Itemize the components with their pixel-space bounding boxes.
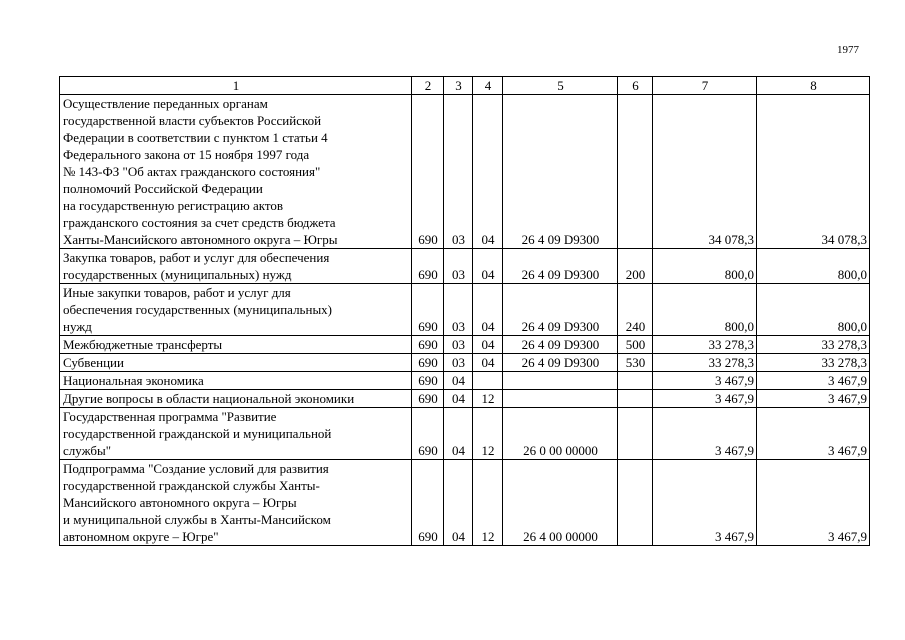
- cell-c5: 26 4 00 00000: [503, 460, 618, 546]
- row-name-line: Ханты-Мансийского автономного округа – Югры: [63, 232, 338, 247]
- cell-c4: 12: [473, 460, 503, 546]
- table-row: [60, 336, 870, 354]
- cell-c5: 26 4 09 D9300: [503, 95, 618, 249]
- cell-c8: 33 278,3: [757, 336, 870, 354]
- cell-c8: 33 278,3: [757, 354, 870, 372]
- cell-c8: 34 078,3: [757, 95, 870, 249]
- cell-c4: 04: [473, 354, 503, 372]
- cell-c4: 04: [473, 249, 503, 284]
- row-name-line: Федерации в соответствии с пунктом 1 статьи 4: [63, 130, 328, 145]
- column-header: 5: [503, 77, 618, 95]
- cell-c7: 3 467,9: [653, 372, 757, 390]
- cell-c3: 04: [444, 460, 473, 546]
- column-header: 1: [60, 77, 412, 95]
- column-header: 3: [444, 77, 473, 95]
- cell-c4: 12: [473, 390, 503, 408]
- row-name-cell: [60, 460, 412, 546]
- cell-c5: 26 4 09 D9300: [503, 336, 618, 354]
- row-name-line: Межбюджетные трансферты: [63, 337, 223, 352]
- row-name-cell: [60, 95, 412, 249]
- cell-c6: [618, 390, 653, 408]
- row-name-line: Закупка товаров, работ и услуг для обеспечения: [63, 250, 330, 265]
- cell-c4: [473, 372, 503, 390]
- cell-c2: 690: [412, 354, 444, 372]
- row-name-line: Национальная экономика: [63, 373, 204, 388]
- cell-c5: [503, 372, 618, 390]
- cell-c3: 04: [444, 372, 473, 390]
- row-name-line: Подпрограмма "Создание условий для развития: [63, 461, 329, 476]
- column-header: 7: [653, 77, 757, 95]
- row-name-cell: [60, 284, 412, 336]
- cell-c6: [618, 408, 653, 460]
- table-body: [60, 95, 870, 546]
- row-name-line: Субвенции: [63, 355, 124, 370]
- row-name-line: Осуществление переданных органам: [63, 96, 268, 111]
- row-name-line: полномочий Российской Федерации: [63, 181, 263, 196]
- cell-c7: 33 278,3: [653, 336, 757, 354]
- row-name-cell: [60, 372, 412, 390]
- cell-c7: 33 278,3: [653, 354, 757, 372]
- column-header: 2: [412, 77, 444, 95]
- cell-c6: 530: [618, 354, 653, 372]
- row-name-cell: [60, 408, 412, 460]
- cell-c7: 800,0: [653, 284, 757, 336]
- row-name-line: Другие вопросы в области национальной экономики: [63, 391, 355, 406]
- page-number: 1977: [837, 44, 859, 56]
- cell-c4: 04: [473, 284, 503, 336]
- cell-c7: 3 467,9: [653, 460, 757, 546]
- cell-c7: 800,0: [653, 249, 757, 284]
- cell-c5: [503, 390, 618, 408]
- cell-c5: 26 4 09 D9300: [503, 249, 618, 284]
- cell-c8: 3 467,9: [757, 460, 870, 546]
- cell-c3: 03: [444, 336, 473, 354]
- table-row: [60, 354, 870, 372]
- table-row: [60, 390, 870, 408]
- header-row: [60, 77, 870, 95]
- cell-c2: 690: [412, 336, 444, 354]
- cell-c3: 04: [444, 408, 473, 460]
- row-name-line: Иные закупки товаров, работ и услуг для: [63, 285, 291, 300]
- cell-c6: [618, 460, 653, 546]
- row-name-line: нужд: [63, 319, 92, 334]
- cell-c5: 26 4 09 D9300: [503, 284, 618, 336]
- cell-c2: 690: [412, 390, 444, 408]
- cell-c8: 800,0: [757, 284, 870, 336]
- row-name-line: Федерального закона от 15 ноября 1997 года: [63, 147, 310, 162]
- cell-c2: 690: [412, 372, 444, 390]
- cell-c5: 26 0 00 00000: [503, 408, 618, 460]
- row-name-line: Мансийского автономного округа – Югры: [63, 495, 297, 510]
- cell-c6: 500: [618, 336, 653, 354]
- cell-c2: 690: [412, 95, 444, 249]
- cell-c8: 3 467,9: [757, 372, 870, 390]
- row-name-cell: [60, 336, 412, 354]
- table-row: [60, 372, 870, 390]
- row-name-line: государственной власти субъектов Российской: [63, 113, 322, 128]
- row-name-cell: [60, 390, 412, 408]
- table-row: [60, 284, 870, 336]
- row-name-line: гражданского состояния за счет средств бюджета: [63, 215, 336, 230]
- cell-c5: 26 4 09 D9300: [503, 354, 618, 372]
- cell-c4: 04: [473, 95, 503, 249]
- row-name-line: государственных (муниципальных) нужд: [63, 267, 292, 282]
- cell-c4: 12: [473, 408, 503, 460]
- cell-c8: 3 467,9: [757, 390, 870, 408]
- budget-table: [59, 76, 870, 546]
- row-name-line: службы": [63, 443, 112, 458]
- cell-c6: 200: [618, 249, 653, 284]
- row-name-line: государственной гражданской и муниципальной: [63, 426, 332, 441]
- row-name-cell: [60, 354, 412, 372]
- table-row: [60, 460, 870, 546]
- cell-c3: 03: [444, 354, 473, 372]
- row-name-line: Государственная программа "Развитие: [63, 409, 277, 424]
- row-name-line: и муниципальной службы в Ханты-Мансийском: [63, 512, 331, 527]
- row-name-line: № 143-ФЗ "Об актах гражданского состояния": [63, 164, 321, 179]
- cell-c6: 240: [618, 284, 653, 336]
- column-header: 6: [618, 77, 653, 95]
- row-name-cell: [60, 249, 412, 284]
- cell-c8: 3 467,9: [757, 408, 870, 460]
- table-row: [60, 408, 870, 460]
- cell-c2: 690: [412, 284, 444, 336]
- row-name-line: автономном округе – Югре": [63, 529, 219, 544]
- row-name-line: на государственную регистрацию актов: [63, 198, 284, 213]
- cell-c6: [618, 372, 653, 390]
- cell-c8: 800,0: [757, 249, 870, 284]
- cell-c7: 34 078,3: [653, 95, 757, 249]
- cell-c7: 3 467,9: [653, 408, 757, 460]
- cell-c2: 690: [412, 408, 444, 460]
- cell-c3: 04: [444, 390, 473, 408]
- row-name-line: государственной гражданской службы Ханты-: [63, 478, 320, 493]
- cell-c3: 03: [444, 249, 473, 284]
- cell-c3: 03: [444, 284, 473, 336]
- row-name-line: обеспечения государственных (муниципальных): [63, 302, 333, 317]
- cell-c2: 690: [412, 249, 444, 284]
- column-header: 4: [473, 77, 503, 95]
- cell-c6: [618, 95, 653, 249]
- column-header: 8: [757, 77, 870, 95]
- table-row: [60, 95, 870, 249]
- cell-c2: 690: [412, 460, 444, 546]
- cell-c7: 3 467,9: [653, 390, 757, 408]
- table-row: [60, 249, 870, 284]
- cell-c4: 04: [473, 336, 503, 354]
- cell-c3: 03: [444, 95, 473, 249]
